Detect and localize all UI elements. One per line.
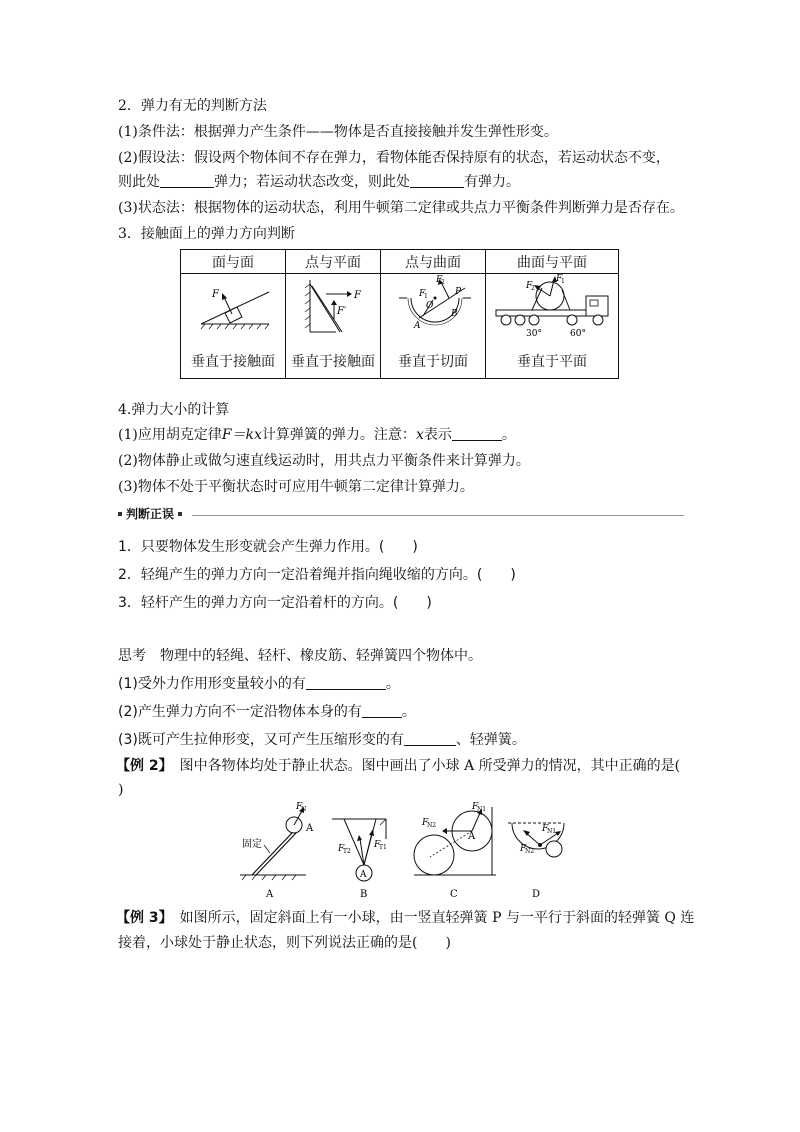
force-label-F1: F	[419, 289, 426, 299]
ex2-sub-N2: N2	[525, 848, 535, 855]
force-label-F-prime: F′	[337, 306, 347, 317]
cell-face-face	[181, 274, 286, 379]
ex2-sub-T2: T2	[343, 848, 351, 855]
fill-blank-1[interactable]	[160, 173, 214, 188]
example-2-line1	[116, 756, 680, 776]
method-condition: (1)条件法：根据弹力产生条件——物体是否直接接触并发生弹性形变。	[118, 124, 558, 140]
option-label-D: D	[532, 889, 541, 900]
think-question-3	[118, 730, 526, 750]
section-divider	[192, 515, 684, 516]
ex2-label-FN2: F	[422, 818, 429, 828]
ex2-label-fixed: 固定	[242, 839, 262, 850]
option-label-C: C	[450, 889, 458, 900]
ex2-sub-N: N	[301, 806, 307, 813]
judge-item-2: 2．轻绳产生的弹力方向一定沿着绳并指向绳收缩的方向。( )	[118, 567, 516, 583]
example-3-label: 【例 3】	[116, 910, 166, 926]
ex2-sub-T1: T1	[379, 844, 387, 851]
think-q1-end: 。	[385, 676, 400, 692]
subscript-1: 1	[561, 278, 565, 285]
ex2-sub-N1: N1	[547, 828, 557, 835]
option-label-A: A	[266, 889, 274, 900]
option-label-B: B	[360, 889, 368, 900]
think-q3-text: (3)既可产生拉伸形变，又可产生压缩形变的有	[118, 732, 404, 748]
think-question-1	[118, 674, 400, 694]
hooke-text-1: (1)应用胡克定律	[118, 427, 222, 443]
subscript-2: 2	[441, 279, 445, 286]
method-state: (3)状态法：根据物体的运动状态，利用牛顿第二定律或共点力平衡条件判断弹力是否存在。	[118, 200, 684, 216]
header-point-curve: 点与曲面	[381, 250, 486, 274]
method-assumption-line2	[118, 172, 520, 192]
think-q2-end: 。	[401, 704, 416, 720]
square-bullet-icon	[178, 512, 182, 516]
force-label-F1: F	[556, 274, 563, 284]
judge-title-text: 判断正误	[126, 507, 175, 521]
hooke-text-4: 。	[501, 427, 516, 443]
hooke-x: x	[415, 427, 424, 443]
subscript-1: 1	[424, 293, 428, 300]
point-label-A: A	[414, 321, 421, 331]
angle-label-30: 30°	[526, 329, 542, 339]
direction-table	[180, 249, 619, 379]
hooke-law-line	[118, 425, 516, 445]
section-4-heading: 4.弹力大小的计算	[118, 402, 230, 418]
assumption-text-3: 有弹力。	[464, 174, 520, 190]
ex2-label-FN1: F	[472, 802, 479, 812]
force-label-F2: F	[526, 281, 533, 291]
angle-label-60: 60°	[570, 329, 586, 339]
figure-option-D	[508, 823, 564, 900]
judge-section-title	[118, 505, 182, 522]
newton-method: (3)物体不处于平衡状态时可应用牛顿第二定律计算弹力。	[118, 479, 474, 495]
ex2-label-FN1: F	[542, 824, 549, 834]
point-label-B: B	[451, 309, 458, 319]
header-point-plane: 点与平面	[286, 250, 381, 274]
cell-point-curve	[381, 274, 486, 379]
section-2-heading: 2．弹力有无的判断方法	[118, 98, 267, 114]
square-bullet-icon	[118, 512, 122, 516]
point-label-O: O	[426, 301, 434, 311]
method-assumption-line1: (2)假设法：假设两个物体间不存在弹力，看物体能否保持原有的状态，若运动状态不变，	[118, 150, 670, 166]
caption-point-curve: 垂直于切面	[398, 354, 468, 370]
think-q1-text: (1)受外力作用形变量较小的有	[118, 676, 306, 692]
fill-blank-2[interactable]	[410, 173, 464, 188]
ex2-sub-N2: N2	[427, 822, 437, 829]
think-q2-text: (2)产生弹力方向不一定沿物体本身的有	[118, 704, 362, 720]
think-intro: 思考 物理中的轻绳、轻杆、橡皮筋、轻弹簧四个物体中。	[118, 648, 482, 664]
ex2-ball-A: A	[306, 823, 314, 834]
caption-face-face: 垂直于接触面	[191, 354, 275, 370]
figure-option-A	[240, 802, 314, 900]
caption-point-plane: 垂直于接触面	[291, 354, 375, 370]
figure-option-C	[414, 802, 496, 900]
ex2-label-FT1: F	[374, 840, 381, 850]
header-face-face: 面与面	[181, 250, 286, 274]
example-2-line2: )	[118, 782, 124, 798]
header-curve-plane: 曲面与平面	[486, 250, 619, 274]
force-label-F: F	[212, 289, 219, 300]
hooke-formula: F＝kx	[221, 427, 262, 443]
think-question-2	[118, 702, 416, 722]
example-2-label: 【例 2】	[116, 758, 166, 774]
example-2-text: 图中各物体均处于静止状态。图中画出了小球 A 所受弹力的情况，其中正确的是(	[165, 758, 681, 774]
example-3-line1	[116, 908, 694, 928]
cell-curve-plane	[486, 274, 619, 379]
subscript-2: 2	[531, 285, 535, 292]
point-label-P: P	[455, 287, 462, 297]
cell-point-plane	[286, 274, 381, 379]
force-label-F2: F	[436, 275, 443, 285]
ex2-label-FN2: F	[520, 844, 527, 854]
assumption-text-1: 则此处	[118, 174, 160, 190]
equilibrium-method: (2)物体静止或做匀速直线运动时，用共点力平衡条件来计算弹力。	[118, 453, 530, 469]
judge-item-1: 1．只要物体发生形变就会产生弹力作用。( )	[118, 539, 418, 555]
example-2-figure	[236, 799, 566, 909]
ex2-ball-A: A	[360, 870, 367, 880]
ex2-sub-N1: N1	[477, 806, 487, 813]
section-3-heading: 3．接触面上的弹力方向判断	[118, 226, 295, 242]
caption-curve-plane: 垂直于平面	[517, 354, 587, 370]
ex2-label-FT2: F	[338, 844, 345, 854]
force-label-F: F	[354, 290, 361, 301]
fill-blank-5[interactable]	[362, 703, 402, 718]
example-3-text: 如图所示，固定斜面上有一小球，由一竖直轻弹簧 P 与一平行于斜面的轻弹簧 Q 连	[165, 910, 695, 926]
ex2-ball-A: A	[468, 831, 476, 842]
ex2-label-FN: F	[296, 802, 303, 812]
fill-blank-4[interactable]	[306, 675, 386, 690]
assumption-text-2: 弹力；若运动状态改变，则此处	[214, 174, 410, 190]
hooke-text-3: 表示	[423, 427, 452, 443]
example-3-line2: 接着，小球处于静止状态，则下列说法正确的是( )	[118, 935, 451, 951]
figure-option-B	[332, 819, 387, 900]
fill-blank-6[interactable]	[404, 731, 456, 746]
fill-blank-3[interactable]	[452, 426, 502, 441]
think-q3-end: 、轻弹簧。	[455, 732, 526, 748]
judge-item-3: 3．轻杆产生的弹力方向一定沿着杆的方向。( )	[118, 595, 432, 611]
hooke-text-2: 计算弹簧的弹力。注意：	[261, 427, 416, 443]
